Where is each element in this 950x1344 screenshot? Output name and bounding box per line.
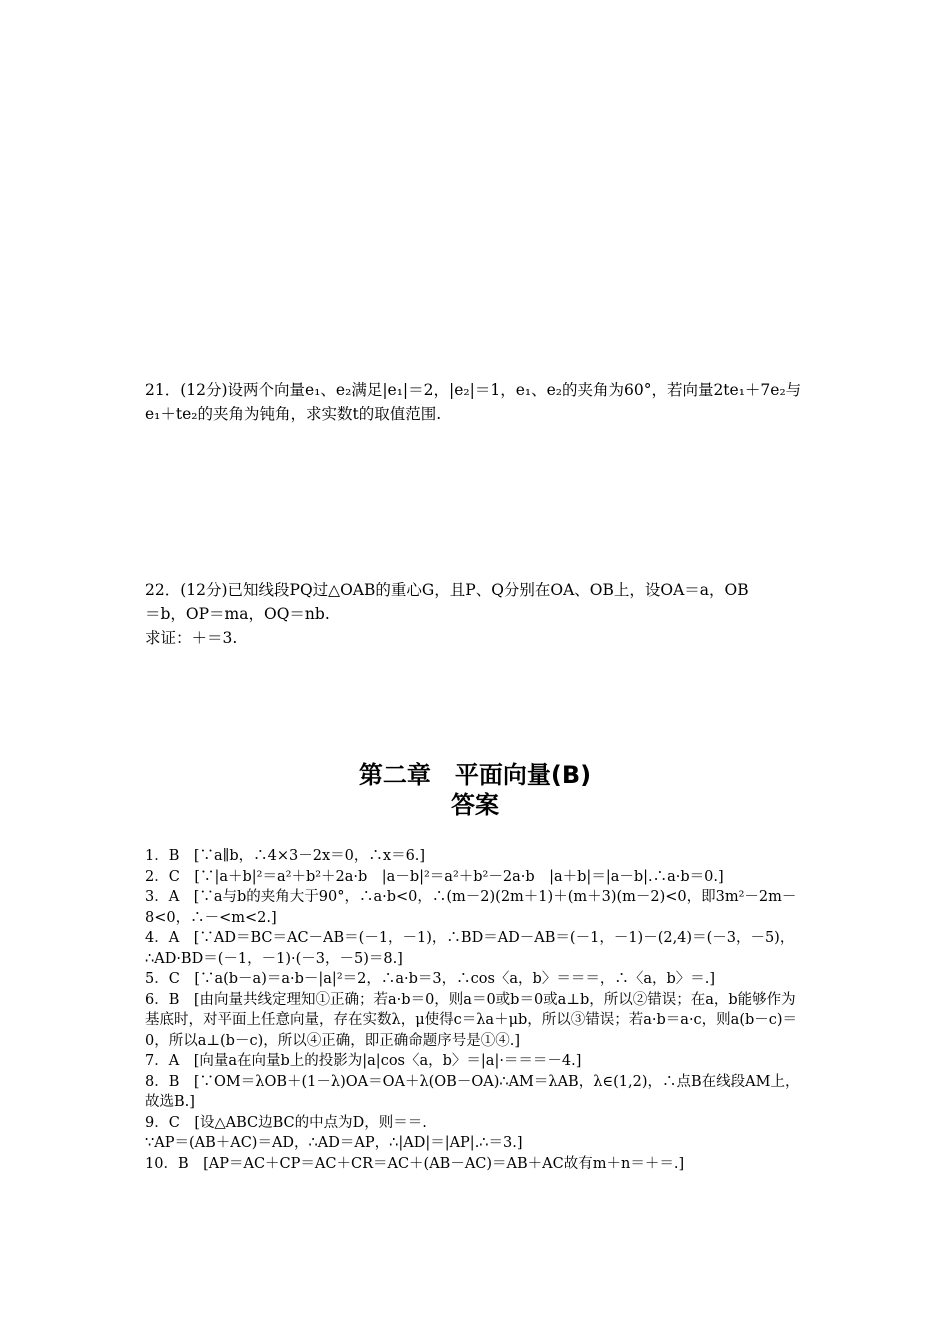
answer-9-cont: ∵AP＝(AB＋AC)＝AD，∴AD＝AP，∴|AD|＝|AP|.∴＝3.] [145, 1135, 523, 1151]
answer-1: 1．B [∵a∥b，∴4×3－2x＝0，∴x＝6.] [145, 848, 426, 864]
answer-10: 10．B [AP＝AC＋CP＝AC＋CR＝AC＋(AB－AC)＝AB＋AC故有m＋n＝＋＝.] [145, 1155, 685, 1172]
answer-4-cont: ∴AD·BD＝(－1，－1)·(－3，－5)＝8.] [145, 950, 403, 967]
problem-22 [145, 578, 805, 650]
problem-22-line-3: 求证：＋＝3. [145, 629, 238, 647]
answer-7: 7．A [向量a在向量b上的投影为|a|cos〈a，b〉＝|a|·＝＝＝－4.] [145, 1053, 582, 1069]
answer-list [145, 846, 807, 1174]
answer-6: 6．B [由向量共线定理知①正确；若a·b＝0，则a＝0或b＝0或a⊥b，所以②错误；在a，b能够作为基底时，对平面上任意向量，存在实数λ，μ使得c＝λa＋μb，所以③错误；若a·b＝a·c，则a(b－c)＝0，所以a⊥(b－c)，所以④正确，即正确命题序号是①④.] [145, 991, 798, 1049]
chapter-title: 第二章 平面向量(B) [358, 761, 592, 789]
answer-3: 3．A [∵a与b的夹角大于90°，∴a·b<0，∴(m－2)(2m＋1)＋(m＋3)(m－2)<0，即3m²－2m－8<0，∴－<m<2.] [145, 889, 797, 926]
problem-21-line-1: 21．(12分)设两个向量e₁、e₂满足|e₁|＝2，|e₂|＝1，e₁、e₂的夹角为60°，若向量2te₁＋7e₂与 [145, 381, 802, 399]
problem-22-line-2: ＝b，OP＝ma，OQ＝nb. [145, 605, 330, 623]
problem-22-line-1: 22．(12分)已知线段PQ过△OAB的重心G，且P、Q分别在OA、OB上，设OA＝a，OB [145, 581, 749, 599]
chapter-heading [0, 760, 950, 820]
answer-9: 9．C [设△ABC边BC的中点为D，则＝＝. [145, 1114, 427, 1131]
problem-21-line-2: e₁＋te₂的夹角为钝角，求实数t的取值范围. [145, 405, 442, 423]
answer-5: 5．C [∵a(b－a)＝a·b－|a|²＝2，∴a·b＝3，∴cos〈a，b〉＝＝＝，∴〈a，b〉＝.] [145, 971, 716, 987]
answers-title: 答案 [451, 791, 499, 819]
problem-21 [145, 378, 805, 426]
answer-2: 2．C [∵|a＋b|²＝a²＋b²＋2a·b |a－b|²＝a²＋b²－2a·b |a＋b|＝|a－b|.∴a·b＝0.] [145, 868, 724, 885]
answer-8: 8．B [∵OM＝λOB＋(1－λ)OA＝OA＋λ(OB－OA)∴AM＝λAB，λ∈(1,2)，∴点B在线段AM上，故选B.] [145, 1073, 800, 1110]
answer-4: 4．A [∵AD＝BC＝AC－AB＝(－1，－1)，∴BD＝AD－AB＝(－1，－1)－(2,4)＝(－3，－5)， [145, 930, 795, 946]
